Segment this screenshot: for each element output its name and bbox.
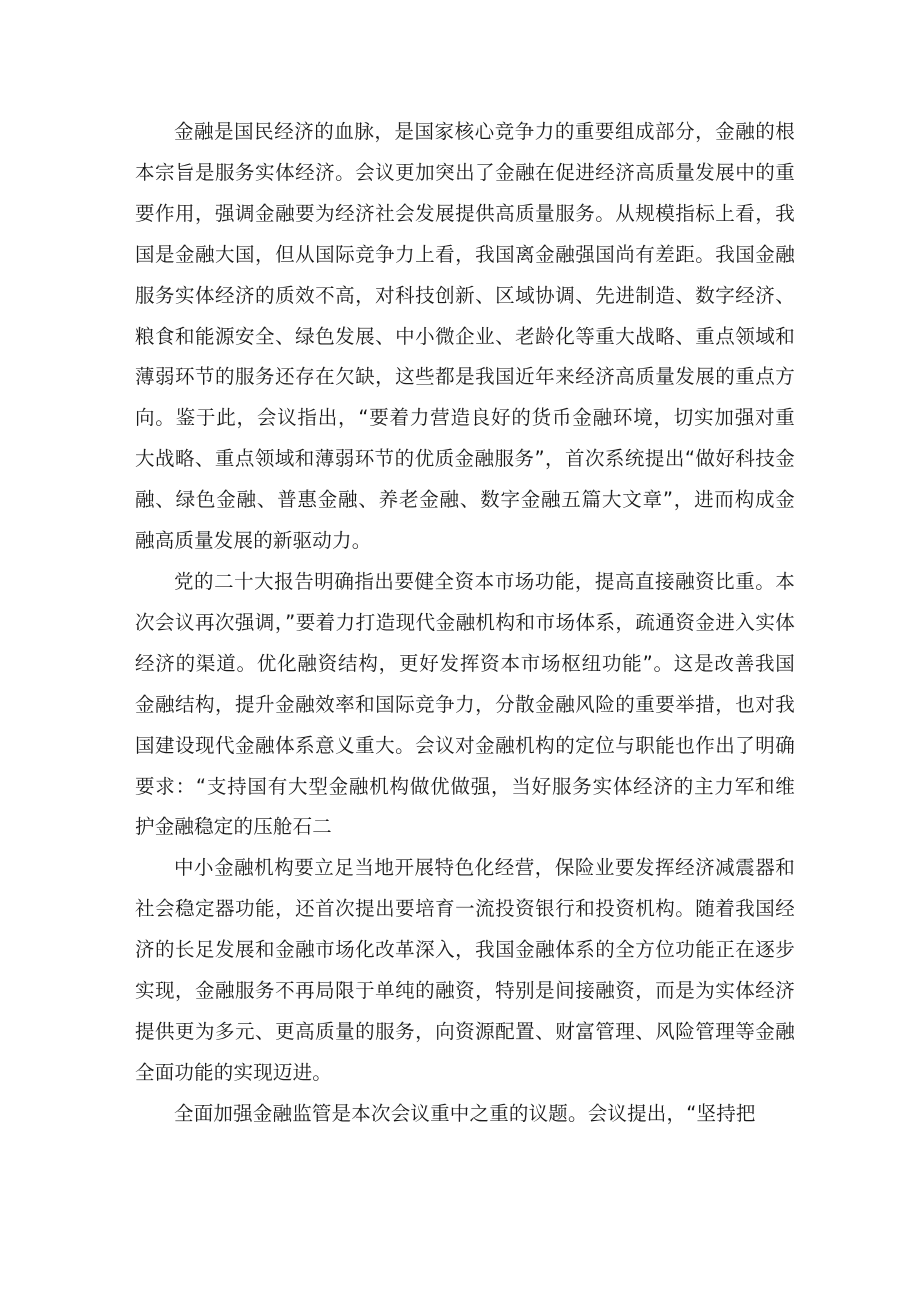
- paragraph-4: 全面加强金融监管是本次会议重中之重的议题。会议提出，“坚持把: [174, 1101, 756, 1125]
- paragraph-3: 中小金融机构要立足当地开展特色化经营，保险业要发挥经济减震器和社会稳定器功能，还首次提出要培育一流投资银行和投资机构。随着我国经济的长足发展和金融市场化改革深入，我国金融体系的全方位功能正在逐步实现，金融服务不再局限于单纯的融资，特别是间接融资，而是为实体经济提供更为多元、更高质量的服务，向资源配置、财富管理、风险管理等金融全面功能的实现迈进。: [135, 856, 795, 1084]
- paragraph-2: 党的二十大报告明确指出要健全资本市场功能，提高直接融资比重。本次会议再次强调，”要着力打造现代金融机构和市场体系，疏通资金进入实体经济的渠道。优化融资结构，更好发挥资本市场枢纽功能”。这是改善我国金融结构，提升金融效率和国际竞争力，分散金融风险的重要举措，也对我国建设现代金融体系意义重大。会议对金融机构的定位与职能也作出了明确要求：“支持国有大型金融机构做优做强，当好服务实体经济的主力军和维护金融稳定的压舱石二: [135, 569, 795, 839]
- paragraph-1: 金融是国民经济的血脉，是国家核心竞争力的重要组成部分，金融的根本宗旨是服务实体经济。会议更加突出了金融在促进经济高质量发展中的重要作用，强调金融要为经济社会发展提供高质量服务。从规模指标上看，我国是金融大国，但从国际竞争力上看，我国离金融强国尚有差距。我国金融服务实体经济的质效不高，对科技创新、区域协调、先进制造、数字经济、粮食和能源安全、绿色发展、中小微企业、老龄化等重大战略、重点领域和薄弱环节的服务还存在欠缺，这些都是我国近年来经济高质量发展的重点方向。鉴于此，会议指出，“要着力营造良好的货币金融环境，切实加强对重大战略、重点领域和薄弱环节的优质金融服务”，首次系统提出“做好科技金融、绿色金融、普惠金融、养老金融、数字金融五篇大文章”，进而构成金融高质量发展的新驱动力。: [135, 120, 795, 553]
- document-body: [135, 112, 795, 1135]
